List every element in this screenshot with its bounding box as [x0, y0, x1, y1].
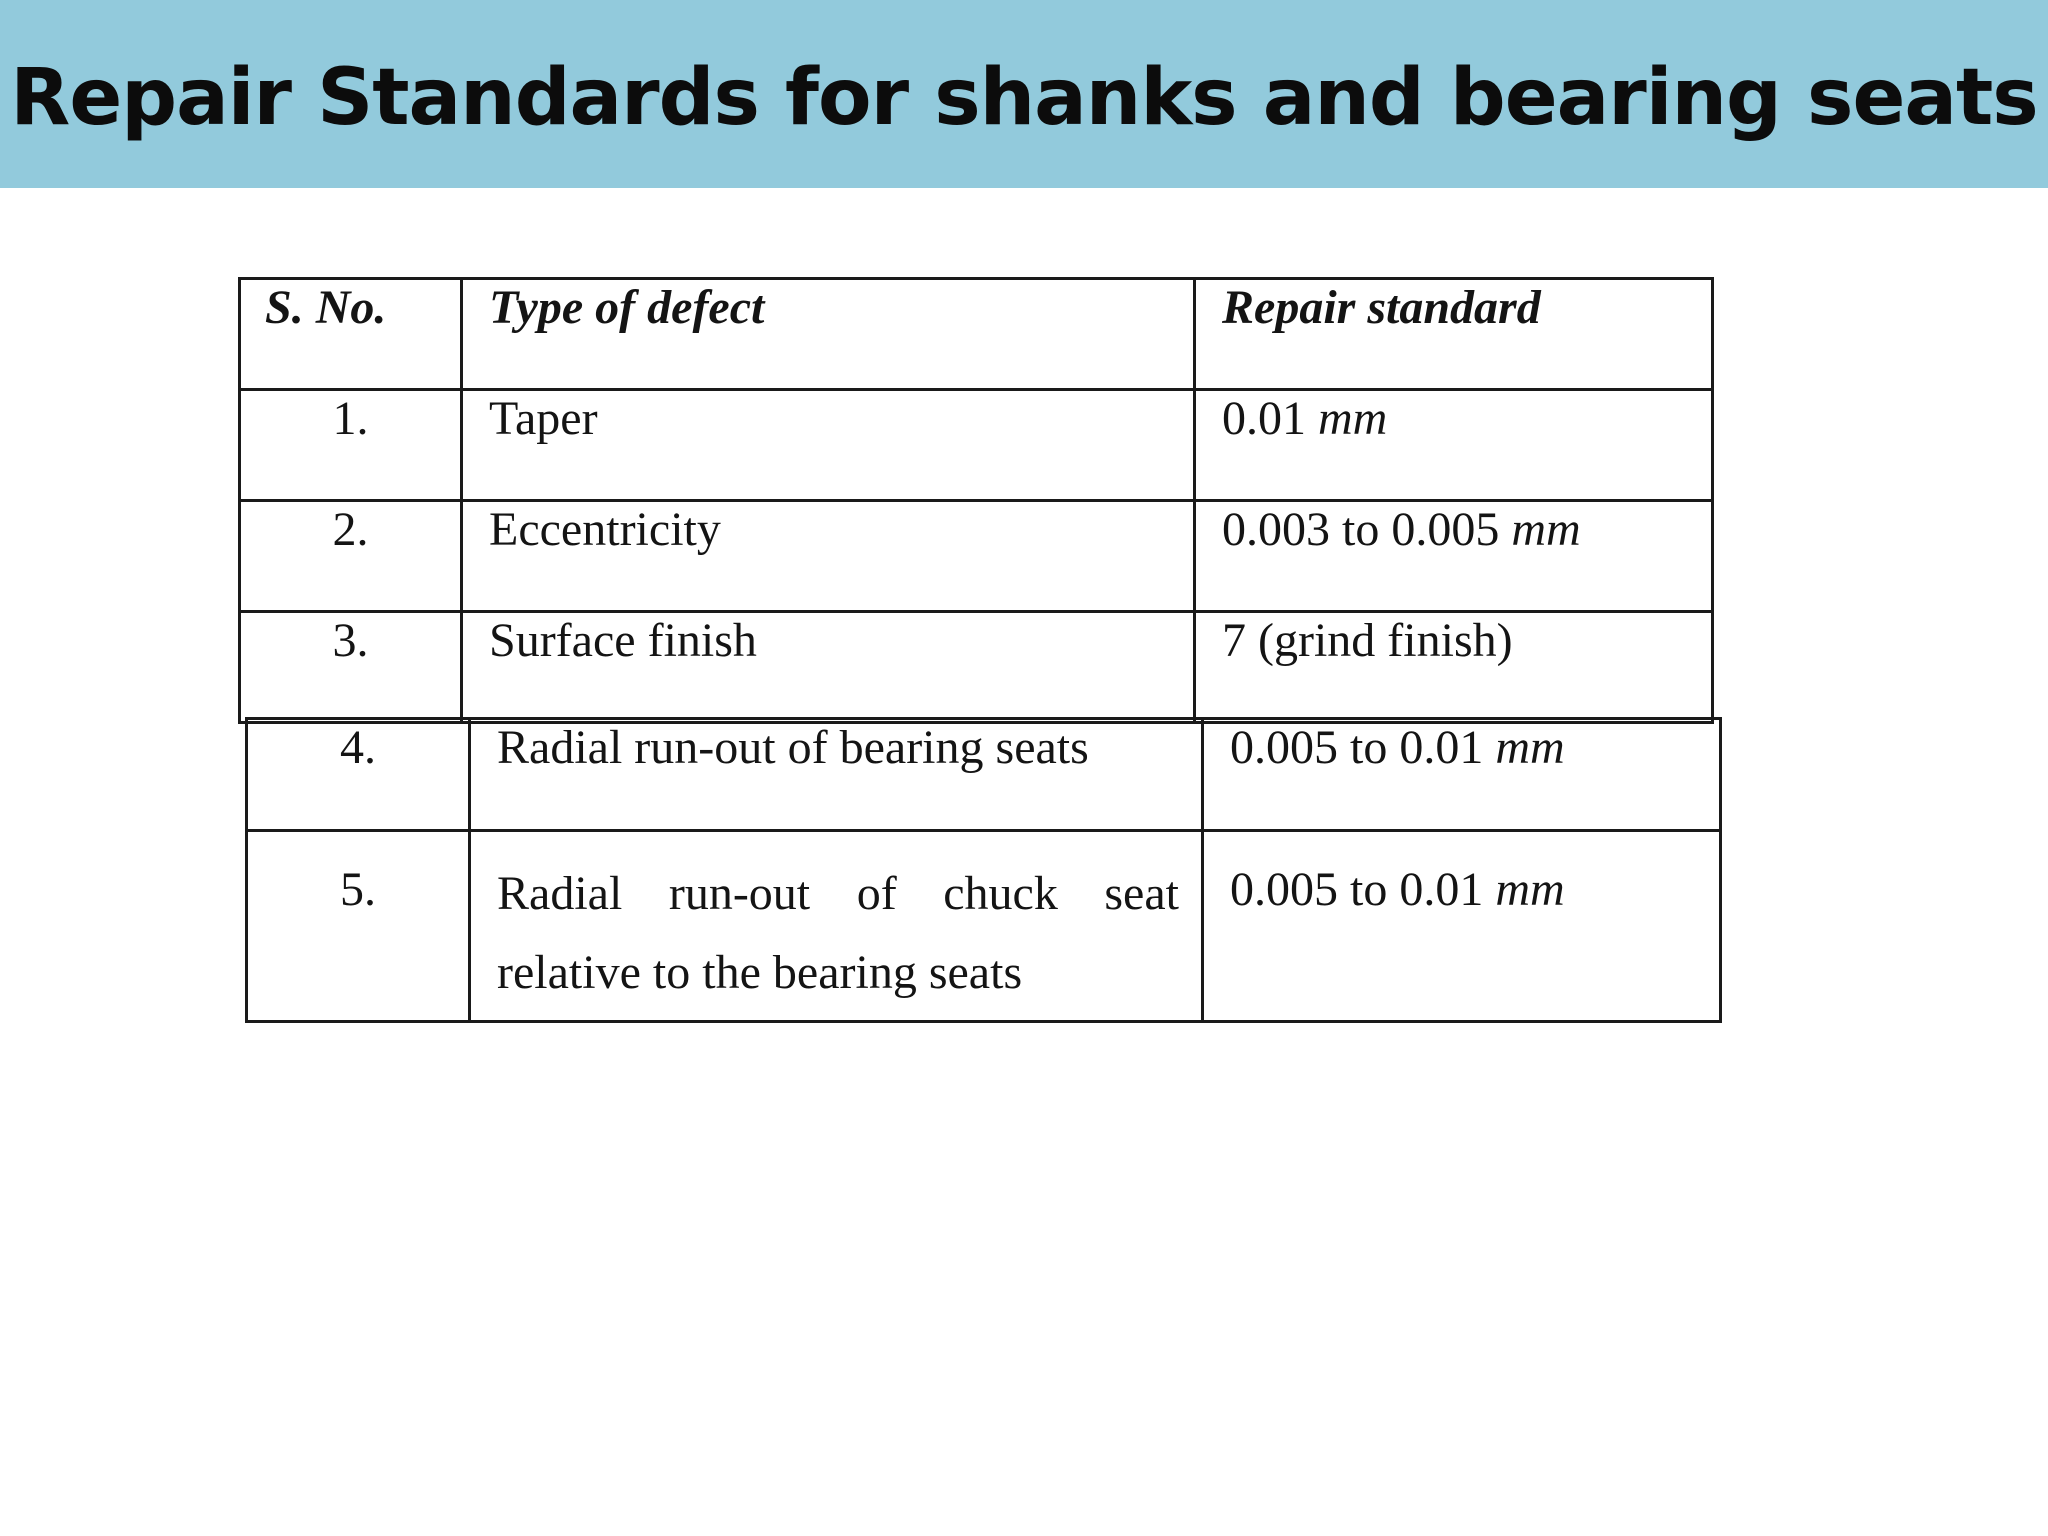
- table-row: [247, 719, 1721, 831]
- row-sno: 3.: [240, 612, 462, 723]
- row-sno: 4.: [247, 719, 470, 831]
- table-header-row: [240, 279, 1713, 390]
- row-defect: Surface finish: [462, 612, 1195, 723]
- row-standard: [1195, 390, 1713, 501]
- row-defect: Radial run-out of chuck seat relative to the bearing seats: [470, 831, 1203, 1022]
- header-standard: Repair standard: [1195, 279, 1713, 390]
- table-row: [247, 831, 1721, 1022]
- row-standard: [1203, 719, 1721, 831]
- header-sno: S. No.: [240, 279, 462, 390]
- standard-unit: mm: [1495, 863, 1565, 916]
- standard-unit: mm: [1495, 721, 1565, 774]
- table-row: [240, 612, 1713, 723]
- header-defect: Type of defect: [462, 279, 1195, 390]
- standard-value: 0.005 to 0.01: [1230, 863, 1484, 916]
- row-defect: Eccentricity: [462, 501, 1195, 612]
- standard-value: 0.003 to 0.005: [1222, 503, 1500, 556]
- row-defect: Taper: [462, 390, 1195, 501]
- repair-standards-table-continued: [245, 717, 1722, 1023]
- row-sno: 1.: [240, 390, 462, 501]
- standard-value: 0.005 to 0.01: [1230, 721, 1484, 774]
- row-standard: [1195, 612, 1713, 723]
- table-row: [240, 390, 1713, 501]
- row-sno: 5.: [247, 831, 470, 1022]
- standard-value: 7 (grind finish): [1222, 614, 1513, 667]
- slide-title: Repair Standards for shanks and bearing seats: [10, 53, 2038, 143]
- title-banner: [0, 0, 2048, 188]
- row-standard: [1195, 501, 1713, 612]
- row-standard: [1203, 831, 1721, 1022]
- standard-unit: mm: [1318, 392, 1388, 445]
- standard-value: 0.01: [1222, 392, 1306, 445]
- standard-unit: mm: [1511, 503, 1581, 556]
- table-row: [240, 501, 1713, 612]
- row-sno: 2.: [240, 501, 462, 612]
- repair-standards-table: [238, 277, 1714, 724]
- row-defect: Radial run-out of bearing seats: [470, 719, 1203, 831]
